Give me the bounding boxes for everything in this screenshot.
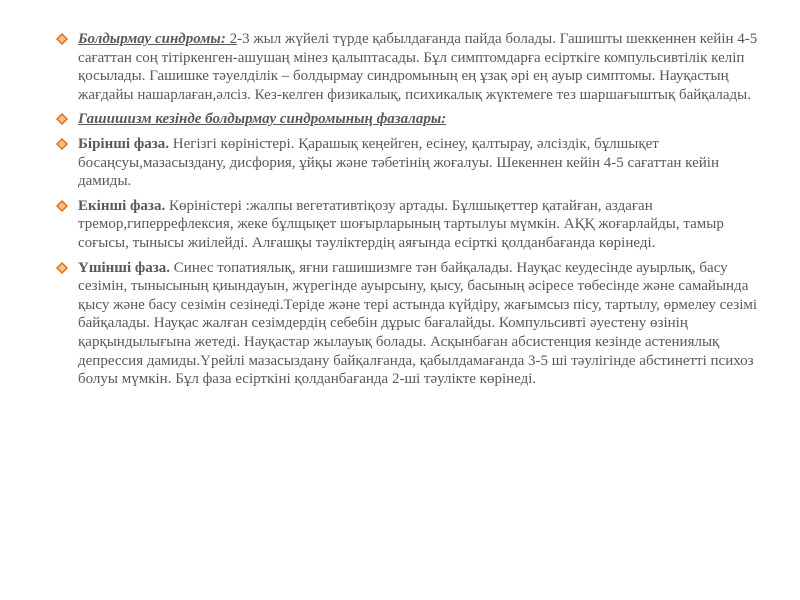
diamond-bullet-icon [56,113,68,125]
paragraph-text: Синес топатиялық, яғни гашишизмге тән байқалады. Науқас кеудесінде ауырлық, басу сезімін, тынысының қиындауын, жүрегінде ауырсыну, қысу, басының әсіресе төбесінде және самайында қысу және басу сезімін сезінеді.Теріде және тері астында күйдіру, жағымсыз пісу, тартылу, өрмелеу сезімі байқалады. Науқас жалған сезімдердің себебін дұрыс бағалайды. Компульсивті әуестену өзінің қарқындылығына жетеді. Науқастар жылауық болады. Асқынбаған абсистенция кезінде астениялық депрессия дамиды.Үрейлі мазасыздану байқалғанда, қабылдамағанда 3-5 ші тәулігінде абстинетті психоз болуы мүмкін. Бұл фаза есірткіні қолданбағанда 2-ші тәулікте көрінеді. [78,259,758,388]
paragraph-text: Көріністері :жалпы вегетативтіқозу артады. Бұлшықеттер қатайған, аздаған тремор,гиперрефлексия, жеке бұлщықет шоғырларының тартылуы мүмкін. АҚҚ жоғарлайды, тамыр соғысы, тынысы жиілейді. Алғашқы тәуліктердің аяғында есірткі қолданбағанда көрінеді. [78,197,724,251]
list-item [55,135,775,191]
phase-title: Бірінші фаза. [78,135,169,152]
slide-content [55,30,775,395]
list-item [55,197,775,253]
lead-tail: 2 [225,31,238,47]
phase-title: Үшінші фаза. [78,259,171,276]
list-item [55,110,775,129]
diamond-bullet-icon [56,262,68,274]
section-heading: Болдырмау синдромы: [78,31,226,47]
diamond-bullet-icon [56,200,68,212]
paragraph-text: Негізгі көріністері. Қарашық кеңейген, есінеу, қалтырау, әлсіздік, бұлшықет босаңсуы,мазасыздану, дисфория, ұйқы және тәбетінің жоғалуы. Шекеннен кейін 4-5 сағаттан кейін дамиды. [78,135,719,190]
list-item [55,30,775,104]
list-item [55,259,775,389]
paragraph-text: -3 жыл жүйелі түрде қабылдағанда пайда болады. Гашишты шеккеннен кейін 4-5 сағаттан соң тітіркенген-ашушаң мінез қалыптасады. Бұл симптомдарға есірткіге компульсивтілік келіп қосылады. Гашишке тәуелділік – болдырмау синдромының ең ұзақ әрі ең ауыр симптомы. Науқастың жағдайы нашарлаған,әлсіз. Кез-келген физикалық, психикалық жүктемеге тез шаршағыштық байқалады. [78,31,758,103]
diamond-bullet-icon [56,138,68,150]
diamond-bullet-icon [56,33,68,45]
section-heading: Гашишизм кезінде болдырмау синдромының фазалары: [78,111,447,128]
phase-title: Екінші фаза. [78,197,166,214]
